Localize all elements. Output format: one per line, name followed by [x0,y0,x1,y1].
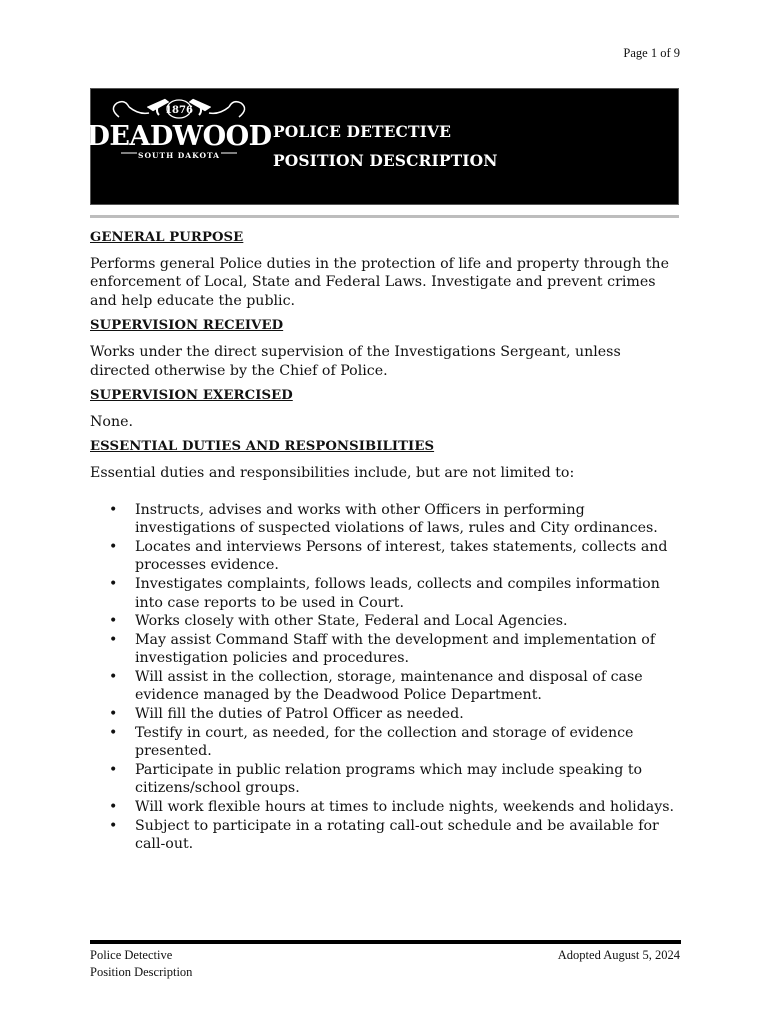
title-line-2: POSITION DESCRIPTION [273,151,498,170]
header-divider [90,215,679,218]
deadwood-logo [86,95,272,165]
footer-line-2: Position Description [90,964,193,979]
list-item: • May assist Command Staff with the development and implementation of investigation policies and procedures. [135,631,682,668]
list-item: • Will assist in the collection, storage, maintenance and disposal of case evidence managed by the Deadwood Police Department. [135,668,682,705]
list-item: • Will work flexible hours at times to include nights, weekends and holidays. [135,798,682,817]
duties-list [90,501,682,854]
supervision-exercised-text: None. [90,413,133,430]
title-banner [86,88,679,205]
list-item: • Instructs, advises and works with other Officers in performing investigations of suspected violations of laws, rules and City ordinances. [135,501,682,538]
general-purpose-heading: GENERAL PURPOSE [90,230,244,245]
logo-subtitle: SOUTH DAKOTA [138,151,220,160]
list-item: • Subject to participate in a rotating call-out schedule and be available for call-out. [135,817,682,854]
logo-name: DEADWOOD [86,121,272,152]
list-item: • Testify in court, as needed, for the collection and storage of evidence presented. [135,724,682,761]
page-number: Page 1 of 9 [623,46,680,60]
list-item: • Participate in public relation programs which may include speaking to citizens/school groups. [135,761,682,798]
supervision-received-heading: SUPERVISION RECEIVED [90,318,284,334]
footer-divider [90,940,681,944]
document-body [90,229,682,854]
essential-duties-intro: Essential duties and responsibilities include, but are not limited to: [90,464,575,481]
list-item: • Works closely with other State, Federal and Local Agencies. [135,612,682,631]
footer-line-1: Police Detective [90,948,173,962]
logo-year: 1876 [165,105,193,116]
list-item: • Locates and interviews Persons of interest, takes statements, collects and processes evidence. [135,538,682,575]
list-item: • Investigates complaints, follows leads, collects and compiles information into case reports to be used in Court. [135,575,682,612]
list-item: • Will fill the duties of Patrol Officer as needed. [135,705,682,724]
essential-duties-heading: ESSENTIAL DUTIES AND RESPONSIBILITIES [90,439,435,455]
title-line-1: POLICE DETECTIVE [273,122,452,141]
footer-document-name [90,947,192,980]
footer-adopted-date: Adopted August 5, 2024 [557,948,680,962]
document-title [273,117,497,175]
supervision-exercised-heading: SUPERVISION EXERCISED [90,388,293,404]
supervision-received-text: Works under the direct supervision of the Investigations Sergeant, unless directed otherwise by the Chief of Police. [90,343,621,379]
general-purpose-text: Performs general Police duties in the protection of life and property through the enforcement of Local, State and Federal Laws. Investigate and prevent crimes and help educate the public. [90,255,669,309]
